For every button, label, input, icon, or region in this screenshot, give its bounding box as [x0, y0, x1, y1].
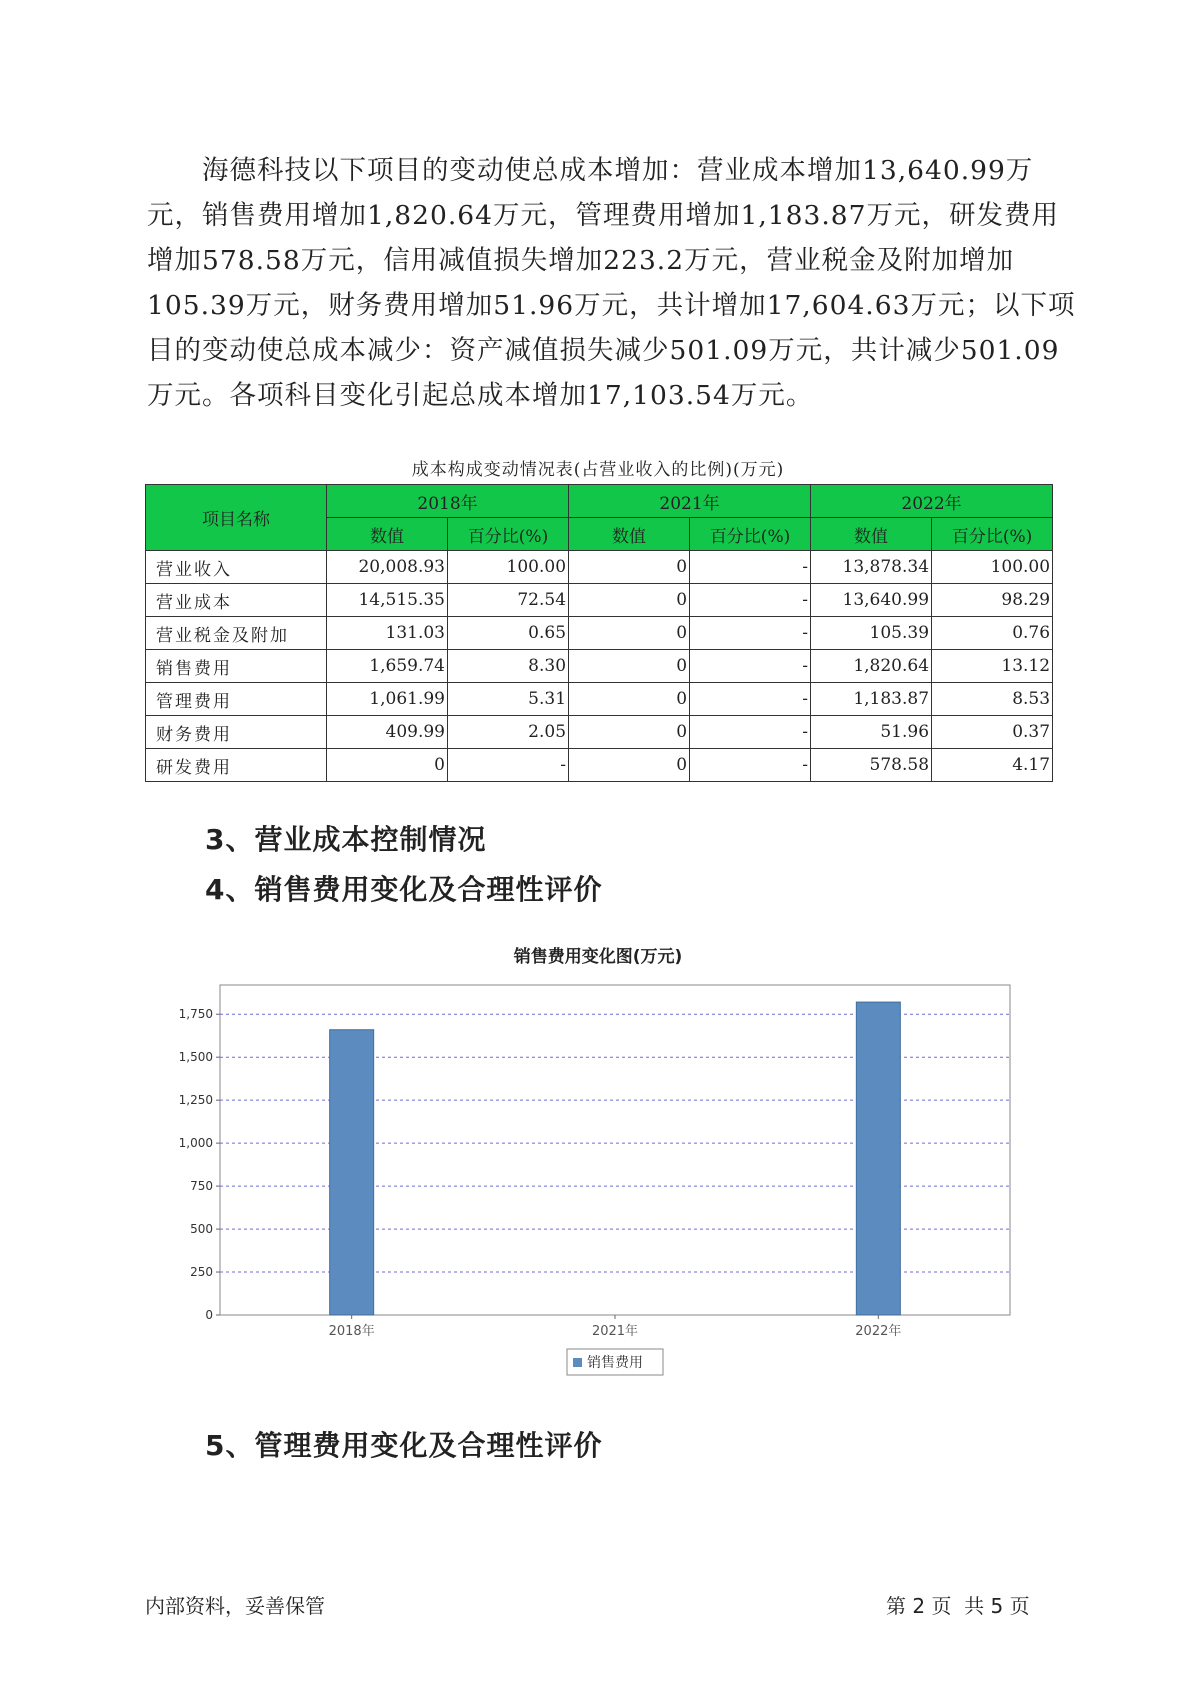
row-percent-cell: - [690, 617, 811, 650]
row-value-cell: 1,061.99 [327, 683, 448, 716]
row-value-cell: 1,183.87 [811, 683, 932, 716]
y-tick-label: 1,750 [178, 1007, 213, 1022]
y-tick-label: 250 [190, 1265, 213, 1280]
row-percent-cell: 8.30 [448, 650, 569, 683]
row-item-name: 研发费用 [146, 749, 327, 782]
heading-sales-expense: 4、销售费用变化及合理性评价 [205, 873, 603, 906]
paragraph-text: 海德科技以下项目的变动使总成本增加：营业成本增加13,640.99万元，销售费用增加1,820.64万元，管理费用增加1,183.87万元，研发费用增加578.58万元，信用减值损失增加223.2万元，营业税金及附加增加105.39万元，财务费用增加51.96万元，共计增加17,604.63万元；以下项目的变动使总成本减少：资产减值损失减少501.09万元，共计减少501.09万元。各项科目变化引起总成本增加17,103.54万元。 [147, 155, 1076, 411]
row-percent-cell: 100.00 [932, 551, 1053, 584]
row-value-cell: 0 [569, 584, 690, 617]
row-percent-cell: - [690, 683, 811, 716]
header-year-2021: 2021年 [569, 485, 811, 518]
y-tick-label: 1,500 [178, 1050, 213, 1065]
subheader-value: 数值 [569, 518, 690, 551]
heading-cost-control: 3、营业成本控制情况 [205, 823, 487, 856]
row-item-name: 财务费用 [146, 716, 327, 749]
table-body [146, 551, 1053, 782]
row-percent-cell: - [690, 749, 811, 782]
table-row [146, 716, 1053, 749]
chart-title: 销售费用变化图(万元) [513, 947, 683, 967]
row-value-cell: 14,515.35 [327, 584, 448, 617]
row-percent-cell: 0.76 [932, 617, 1053, 650]
row-value-cell: 409.99 [327, 716, 448, 749]
row-percent-cell: - [690, 551, 811, 584]
header-item-name: 项目名称 [146, 485, 327, 551]
row-item-name: 营业收入 [146, 551, 327, 584]
legend-swatch [573, 1358, 582, 1367]
row-percent-cell: 98.29 [932, 584, 1053, 617]
row-percent-cell: 72.54 [448, 584, 569, 617]
row-percent-cell: 13.12 [932, 650, 1053, 683]
row-value-cell: 578.58 [811, 749, 932, 782]
sales-expense-bar-chart [140, 975, 970, 1371]
row-percent-cell: - [690, 716, 811, 749]
row-value-cell: 13,878.34 [811, 551, 932, 584]
row-item-name: 销售费用 [146, 650, 327, 683]
bar [330, 1030, 374, 1315]
subheader-percent: 百分比(%) [932, 518, 1053, 551]
footer-page-number: 第 2 页 共 5 页 [886, 1594, 1030, 1618]
row-percent-cell: - [690, 650, 811, 683]
row-value-cell: 0 [569, 617, 690, 650]
subheader-value: 数值 [811, 518, 932, 551]
row-percent-cell: 8.53 [932, 683, 1053, 716]
subheader-value: 数值 [327, 518, 448, 551]
x-tick-label: 2018年 [328, 1324, 375, 1339]
footer-confidential-note: 内部资料，妥善保管 [145, 1594, 325, 1618]
row-percent-cell: 2.05 [448, 716, 569, 749]
header-year-2022: 2022年 [811, 485, 1053, 518]
table-row [146, 683, 1053, 716]
row-value-cell: 105.39 [811, 617, 932, 650]
y-tick-label: 0 [205, 1308, 213, 1322]
y-tick-label: 1,250 [178, 1093, 213, 1108]
row-value-cell: 51.96 [811, 716, 932, 749]
row-value-cell: 0 [569, 683, 690, 716]
x-tick-label: 2021年 [591, 1324, 639, 1339]
table-row [146, 749, 1053, 782]
y-tick-label: 1,000 [178, 1136, 213, 1151]
row-value-cell: 0 [569, 551, 690, 584]
body-paragraph [147, 148, 1077, 418]
bar [856, 1002, 900, 1315]
row-item-name: 营业税金及附加 [146, 617, 327, 650]
row-percent-cell: - [448, 749, 569, 782]
table-row [146, 650, 1053, 683]
row-percent-cell: 0.37 [932, 716, 1053, 749]
table-row [146, 551, 1053, 584]
row-percent-cell: 100.00 [448, 551, 569, 584]
cost-structure-table [145, 484, 1053, 782]
x-tick-label: 2022年 [855, 1324, 902, 1339]
row-value-cell: 0 [327, 749, 448, 782]
row-value-cell: 131.03 [327, 617, 448, 650]
subheader-percent: 百分比(%) [690, 518, 811, 551]
row-item-name: 营业成本 [146, 584, 327, 617]
row-value-cell: 1,820.64 [811, 650, 932, 683]
table-title: 成本构成变动情况表(占营业收入的比例)(万元) [411, 460, 785, 480]
row-value-cell: 1,659.74 [327, 650, 448, 683]
legend-label: 销售费用 [587, 1355, 643, 1371]
row-value-cell: 13,640.99 [811, 584, 932, 617]
row-percent-cell: 5.31 [448, 683, 569, 716]
table-row [146, 584, 1053, 617]
header-year-2018: 2018年 [327, 485, 569, 518]
row-percent-cell: 4.17 [932, 749, 1053, 782]
row-value-cell: 0 [569, 650, 690, 683]
row-value-cell: 0 [569, 749, 690, 782]
row-percent-cell: 0.65 [448, 617, 569, 650]
row-percent-cell: - [690, 584, 811, 617]
subheader-percent: 百分比(%) [448, 518, 569, 551]
y-tick-label: 500 [190, 1222, 213, 1237]
y-tick-label: 750 [190, 1179, 213, 1194]
table-row [146, 617, 1053, 650]
row-item-name: 管理费用 [146, 683, 327, 716]
row-value-cell: 20,008.93 [327, 551, 448, 584]
heading-admin-expense: 5、管理费用变化及合理性评价 [205, 1429, 603, 1462]
row-value-cell: 0 [569, 716, 690, 749]
